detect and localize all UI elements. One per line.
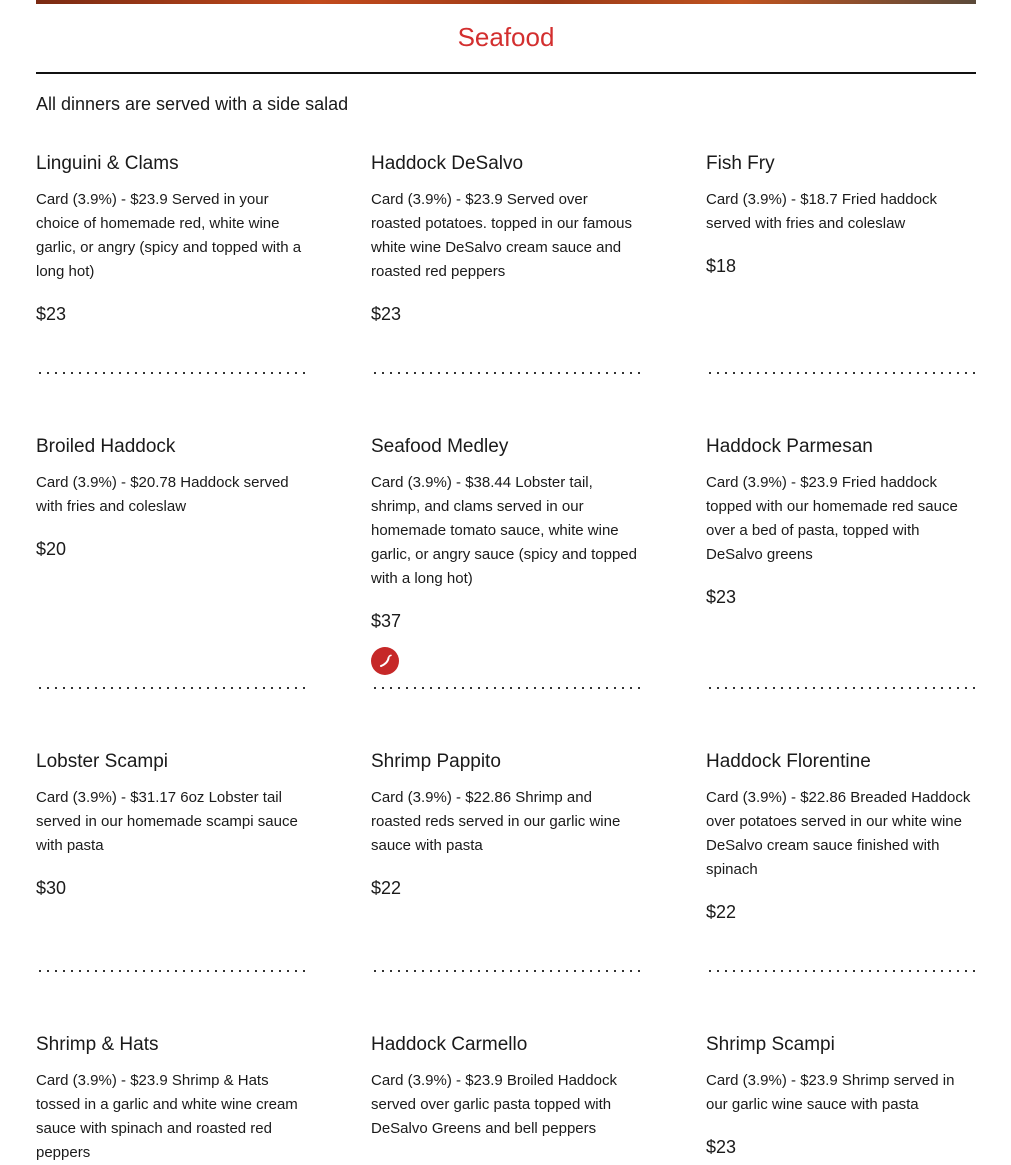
item-name: Lobster Scampi (36, 751, 169, 772)
dotted-separator (706, 371, 976, 375)
item-price: $37 (371, 611, 402, 631)
item-name: Haddock DeSalvo (371, 153, 524, 174)
item-name: Seafood Medley (371, 436, 509, 457)
item-name: Shrimp Pappito (371, 751, 501, 772)
dotted-separator (371, 969, 641, 973)
item-description: Card (3.9%) - $38.44 Lobster tail, shrimp, and clams served in our homemade tomato sauce, white wine garlic, or angry sauce (spicy and topped with a long hot) (371, 474, 637, 587)
item-price: $23 (371, 304, 402, 324)
menu-item[interactable] (36, 750, 306, 900)
dotted-separator (706, 969, 976, 973)
item-price: $22 (371, 878, 402, 898)
item-description: Card (3.9%) - $23.9 Served in your choice of homemade red, white wine garlic, or angry (spicy and topped with a long hot) (36, 191, 302, 280)
item-price: $20 (36, 539, 67, 559)
item-name: Shrimp Scampi (706, 1034, 835, 1055)
menu-item[interactable] (371, 750, 641, 900)
menu-item[interactable] (706, 750, 976, 924)
dotted-separator (371, 686, 641, 690)
menu-item[interactable] (371, 435, 641, 675)
menu-item[interactable] (371, 152, 641, 326)
section-divider (36, 72, 976, 74)
item-price: $23 (706, 587, 737, 607)
dotted-separator (36, 969, 306, 973)
hero-image-strip (36, 0, 976, 4)
menu-item[interactable] (36, 1033, 306, 1165)
menu-item[interactable] (36, 152, 306, 326)
item-description: Card (3.9%) - $23.9 Shrimp served in our garlic wine sauce with pasta (706, 1072, 955, 1113)
section-note: All dinners are served with a side salad (36, 94, 349, 114)
item-price: $23 (706, 1137, 737, 1157)
menu-item[interactable] (706, 152, 976, 278)
dotted-separator (706, 686, 976, 690)
item-price: $30 (36, 878, 67, 898)
item-name: Fish Fry (706, 153, 775, 174)
item-description: Card (3.9%) - $23.9 Served over roasted potatoes. topped in our famous white wine DeSalvo cream sauce and roasted red peppers (371, 191, 633, 280)
menu-item[interactable] (706, 435, 976, 609)
item-description: Card (3.9%) - $23.9 Fried haddock topped with our homemade red sauce over a bed of pasta, topped with DeSalvo greens (706, 474, 958, 563)
dotted-separator (371, 371, 641, 375)
menu-item[interactable] (371, 1033, 641, 1141)
item-description: Card (3.9%) - $22.86 Shrimp and roasted reds served in our garlic wine sauce with pasta (371, 789, 621, 854)
item-name: Haddock Carmello (371, 1034, 528, 1055)
item-description: Card (3.9%) - $31.17 6oz Lobster tail served in our homemade scampi sauce with pasta (36, 789, 298, 854)
chili-pepper-icon (371, 647, 399, 675)
item-price: $22 (706, 902, 737, 922)
item-description: Card (3.9%) - $18.7 Fried haddock served with fries and coleslaw (706, 191, 937, 232)
item-price: $18 (706, 256, 737, 276)
section-title: Seafood (457, 22, 555, 52)
menu-item[interactable] (36, 435, 306, 561)
item-description: Card (3.9%) - $22.86 Breaded Haddock over potatoes served in our white wine DeSalvo cream sauce finished with spinach (706, 789, 971, 878)
item-price: $23 (36, 304, 67, 324)
item-name: Shrimp & Hats (36, 1034, 159, 1055)
item-description: Card (3.9%) - $20.78 Haddock served with fries and coleslaw (36, 474, 289, 515)
dotted-separator (36, 371, 306, 375)
item-description: Card (3.9%) - $23.9 Shrimp & Hats tossed in a garlic and white wine cream sauce with spinach and roasted red peppers (36, 1072, 298, 1161)
item-name: Haddock Parmesan (706, 436, 873, 457)
dotted-separator (36, 686, 306, 690)
item-name: Linguini & Clams (36, 153, 179, 174)
item-name: Broiled Haddock (36, 436, 176, 457)
item-name: Haddock Florentine (706, 751, 871, 772)
item-description: Card (3.9%) - $23.9 Broiled Haddock served over garlic pasta topped with DeSalvo Greens and bell peppers (371, 1072, 617, 1137)
menu-item[interactable] (706, 1033, 976, 1159)
